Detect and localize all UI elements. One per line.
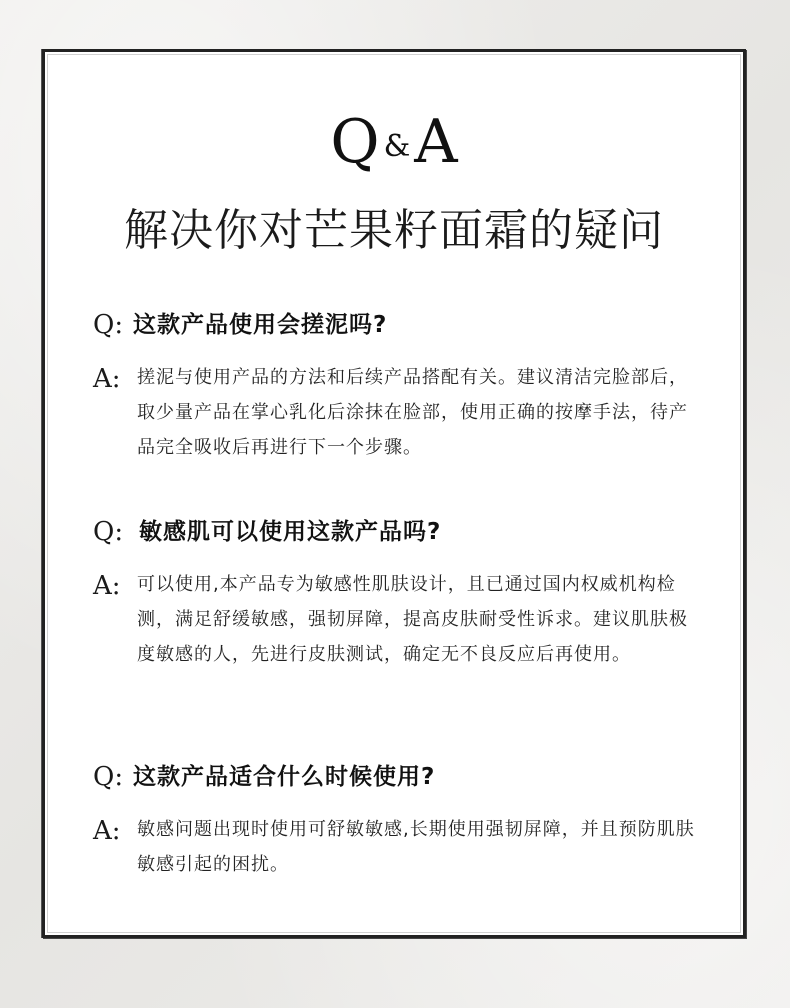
faq-answer-row [93,812,713,882]
faq-question: 这款产品适合什么时候使用? [133,764,436,790]
page-subtitle: 解决你对芒果籽面霜的疑问 [124,205,664,256]
faq-question: 敏感肌可以使用这款产品吗? [139,519,442,545]
question-marker: Q: [93,310,124,340]
faq-answer: 可以使用,本产品专为敏感性肌肤设计，且已通过国内权威机构检测，满足舒缓敏感，强韧屏障，提高皮肤耐受性诉求。建议肌肤极度敏感的人，先进行皮肤测试，确定无不良反应后再使用。 [137,574,688,665]
answer-marker: A: [93,364,121,394]
question-marker: Q: [93,517,124,547]
qa-logo [45,107,743,177]
qa-logo-q: Q [330,107,380,177]
faq-answer-row [93,360,713,465]
qa-logo-a: A [414,107,458,177]
qa-logo-amp: & [383,129,411,164]
faq-item-3 [93,762,713,882]
faq-answer: 敏感问题出现时使用可舒敏敏感,长期使用强韧屏障，并且预防肌肤敏感引起的困扰。 [137,819,695,875]
answer-marker: A: [93,571,121,601]
faq-item-1 [93,310,713,465]
faq-question-row [93,762,713,792]
answer-marker: A: [93,816,121,846]
faq-answer: 搓泥与使用产品的方法和后续产品搭配有关。建议清洁完脸部后，取少量产品在掌心乳化后涂抹在脸部，使用正确的按摩手法，待产品完全吸收后再进行下一个步骤。 [137,367,688,458]
faq-question-row [93,517,713,547]
faq-question-row [93,310,713,340]
faq-question: 这款产品使用会搓泥吗? [133,312,388,338]
qa-card [42,49,746,938]
faq-answer-row [93,567,713,672]
question-marker: Q: [93,762,124,792]
faq-item-2 [93,517,713,672]
